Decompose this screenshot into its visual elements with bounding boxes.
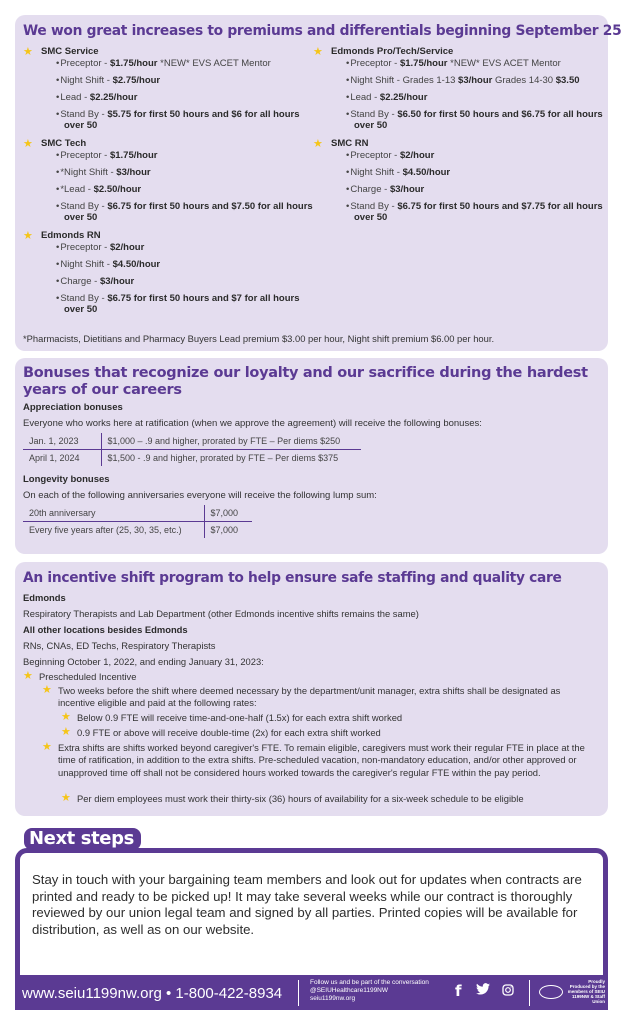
follow-website[interactable]: seiu1199nw.org — [310, 995, 356, 1002]
union-logo-icon — [539, 985, 563, 999]
premium-value: $6.75 for first 50 hours and $7 for all hours over 50 — [64, 293, 300, 315]
premium-value: $4.50/hour — [402, 167, 451, 178]
premium-label: Stand By - — [60, 293, 108, 304]
premium-label: Stand By - — [350, 201, 398, 212]
appreciation-amount: $1,000 – .9 and higher, prorated by FTE – Per diems $250 — [101, 433, 361, 450]
longevity-milestone: 20th anniversary — [23, 505, 204, 522]
appreciation-table — [23, 433, 361, 466]
per-diem-text: Per diem employees must work their thirty-six (36) hours of availability for a six-week schedule to be eligible — [77, 793, 524, 804]
star-icon: ★ — [42, 684, 52, 696]
longevity-milestone: Every five years after (25, 30, 35, etc.) — [23, 522, 204, 539]
star-icon: ★ — [61, 711, 71, 723]
star-icon: ★ — [61, 792, 71, 804]
premium-label: Night Shift - — [350, 167, 403, 178]
premium-label: Preceptor - — [350, 58, 400, 69]
bonuses-section — [15, 358, 608, 554]
premium-value: $2.25/hour — [89, 92, 138, 103]
premium-value: $1.75/hour — [109, 58, 158, 69]
edmonds-heading: Edmonds — [23, 592, 66, 603]
edmonds-text: Respiratory Therapists and Lab Department (other Edmonds incentive shifts remains the same) — [23, 608, 419, 619]
premium-group — [313, 137, 603, 223]
star-icon: ★ — [313, 45, 323, 58]
premium-item — [55, 150, 313, 161]
premium-label: *Lead - — [60, 184, 94, 195]
premium-value: $3/hour — [458, 75, 493, 86]
premium-note: *NEW* EVS ACET Mentor — [157, 58, 271, 69]
longevity-amount: $7,000 — [204, 505, 252, 522]
premium-value: $2.50/hour — [93, 184, 142, 195]
premium-group-title: SMC Tech — [41, 137, 87, 149]
premium-item — [55, 167, 313, 178]
incentive-title: An incentive shift program to help ensure safe staffing and quality care — [23, 570, 562, 586]
above-fte-text: 0.9 FTE or above will receive double-time (2x) for each extra shift worked — [77, 727, 381, 738]
premium-item — [345, 150, 603, 161]
premium-value: $2/hour — [399, 150, 435, 161]
premium-label: Stand By - — [350, 109, 398, 120]
prescheduled-label: Prescheduled Incentive — [39, 671, 137, 682]
premium-value: $1.75/hour — [399, 58, 448, 69]
extra-shifts-text: Extra shifts are shifts worked beyond caregiver's FTE. To remain eligible, caregivers must work their regular FTE in place at the time of ratification, in addition to the extra shifts. Pre-scheduled vacation, non-mandatory education, and/or other approved or unapproved time off shall not be considered hours worked towards the caregiver's regular FTE within the pay period. — [58, 742, 585, 778]
others-heading: All other locations besides Edmonds — [23, 624, 188, 635]
premium-group-title: SMC Service — [41, 45, 99, 57]
table-row — [23, 433, 361, 450]
premium-item — [55, 92, 313, 103]
premium-item — [55, 242, 313, 253]
below-fte-text: Below 0.9 FTE will receive time-and-one-half (1.5x) for each extra shift worked — [77, 712, 403, 723]
premium-label: Lead - — [350, 92, 380, 103]
table-row — [23, 505, 252, 522]
premium-group — [313, 45, 603, 131]
premium-value: $2.75/hour — [112, 75, 161, 86]
table-row — [23, 450, 361, 467]
premium-item — [345, 109, 603, 131]
premiums-section — [15, 15, 622, 351]
premium-value: $3.50 — [555, 75, 580, 86]
facebook-icon[interactable]: f — [455, 982, 462, 1000]
bonuses-title: Bonuses that recognize our loyalty and our sacrifice during the hardest years of our careers — [23, 365, 588, 398]
premium-group-title: Edmonds Pro/Tech/Service — [331, 45, 454, 57]
premium-item — [55, 75, 313, 86]
appreciation-text: Everyone who works here at ratification (when we approve the agreement) will receive the following bonuses: — [23, 418, 482, 429]
premium-value: $4.50/hour — [112, 259, 161, 270]
appreciation-date: Jan. 1, 2023 — [23, 433, 101, 450]
premium-label: Preceptor - — [60, 150, 110, 161]
follow-text: Follow us and be part of the conversation — [310, 979, 429, 986]
premium-label: Charge - — [60, 276, 100, 287]
premium-label: Night Shift - — [60, 75, 113, 86]
social-handle[interactable]: @SEIUHealthcare1199NW — [310, 987, 389, 994]
longevity-text: On each of the following anniversaries everyone will receive the following lump sum: — [23, 490, 377, 501]
premium-label: Preceptor - — [60, 58, 110, 69]
premium-item — [345, 92, 603, 103]
star-icon: ★ — [61, 726, 71, 738]
premiums-title: We won great increases to premiums and differentials beginning September 25 — [23, 23, 622, 39]
footer-divider — [298, 980, 299, 1006]
premium-item — [345, 58, 603, 69]
premium-item — [55, 184, 313, 195]
longevity-table — [23, 505, 252, 538]
others-text: RNs, CNAs, ED Techs, Respiratory Therapists — [23, 640, 216, 651]
premium-note: *NEW* EVS ACET Mentor — [447, 58, 561, 69]
premium-item — [345, 167, 603, 178]
appreciation-date: April 1, 2024 — [23, 450, 101, 467]
premium-label: Lead - — [60, 92, 90, 103]
union-badge — [539, 979, 605, 1004]
star-icon: ★ — [42, 741, 52, 753]
premium-label: Preceptor - — [350, 150, 400, 161]
footer-bar — [15, 975, 608, 1010]
star-icon: ★ — [23, 229, 33, 242]
premium-value: $6.75 for first 50 hours and $7.75 for all hours over 50 — [354, 201, 603, 223]
star-icon: ★ — [23, 137, 33, 150]
star-icon: ★ — [23, 45, 33, 58]
premium-item — [55, 58, 313, 69]
premium-value: $6.50 for first 50 hours and $6.75 for all hours over 50 — [354, 109, 603, 131]
premium-label: Night Shift - — [60, 259, 113, 270]
premium-value: $3/hour — [389, 184, 425, 195]
next-steps-title: Next steps — [24, 828, 141, 850]
footer-divider — [529, 980, 530, 1006]
premium-value: $2/hour — [109, 242, 145, 253]
premium-item — [55, 201, 313, 223]
two-weeks-text: Two weeks before the shift where deemed necessary by the department/unit manager, extra shifts shall be designated as incentive eligible and paid at the following rates: — [58, 685, 561, 709]
premium-group — [23, 229, 313, 315]
premium-label: *Night Shift - — [60, 167, 117, 178]
longevity-heading: Longevity bonuses — [23, 474, 110, 485]
premium-value: $1.75/hour — [109, 150, 158, 161]
premium-group — [23, 45, 313, 131]
premium-value: $6.75 for first 50 hours and $7.50 for all hours over 50 — [64, 201, 313, 223]
premium-label: Stand By - — [60, 109, 108, 120]
premium-item — [55, 276, 313, 287]
premium-group-title: SMC RN — [331, 137, 369, 149]
premiums-footnote: *Pharmacists, Dietitians and Pharmacy Buyers Lead premium $3.00 per hour, Night shift premium $6.00 per hour. — [23, 333, 495, 344]
star-icon: ★ — [313, 137, 323, 150]
incentive-section — [15, 562, 608, 816]
premium-label: Charge - — [350, 184, 390, 195]
premium-label: Stand By - — [60, 201, 108, 212]
premium-value: $2.25/hour — [379, 92, 428, 103]
table-row — [23, 522, 252, 539]
premiums-left-column — [23, 45, 313, 321]
premium-item — [55, 109, 313, 131]
premium-group-title: Edmonds RN — [41, 229, 101, 241]
premium-value: $3/hour — [99, 276, 135, 287]
longevity-amount: $7,000 — [210, 525, 239, 535]
next-steps-body: Stay in touch with your bargaining team members and look out for updates when contracts are printed and ready to be picked up! It may take several weeks while our contract is thoroughly reviewed by our union legal team and signed by all parties. Printed copies will be available for distribution, as well as on our website. — [32, 872, 582, 937]
instagram-icon[interactable] — [502, 983, 514, 999]
premium-label: Night Shift - Grades 1-13 — [350, 75, 459, 86]
premium-item — [345, 184, 603, 195]
premium-value: $3/hour — [116, 167, 151, 178]
star-icon: ★ — [23, 670, 33, 682]
appreciation-amount: $1,500 - .9 and higher, prorated by FTE – Per diems $375 — [107, 453, 339, 463]
website-phone[interactable]: www.seiu1199nw.org • 1-800-422-8934 — [22, 985, 283, 1002]
appreciation-heading: Appreciation bonuses — [23, 402, 123, 413]
next-steps-box — [15, 848, 608, 976]
premium-item — [55, 293, 313, 315]
premium-value: $5.75 for first 50 hours and $6 for all hours over 50 — [64, 109, 300, 131]
badge-text: Proudly Produced by the members of SEIU 1199NW & Staff Union — [567, 979, 605, 1004]
premium-item — [345, 75, 603, 86]
premium-item — [345, 201, 603, 223]
follow-block — [310, 979, 429, 1003]
premium-group — [23, 137, 313, 223]
premiums-right-column — [313, 45, 603, 229]
twitter-icon[interactable] — [476, 982, 490, 998]
premium-label: Preceptor - — [60, 242, 110, 253]
dates-text: Beginning October 1, 2022, and ending January 31, 2023: — [23, 656, 264, 667]
premium-note: Grades 14-30 — [492, 75, 556, 86]
premium-item — [55, 259, 313, 270]
